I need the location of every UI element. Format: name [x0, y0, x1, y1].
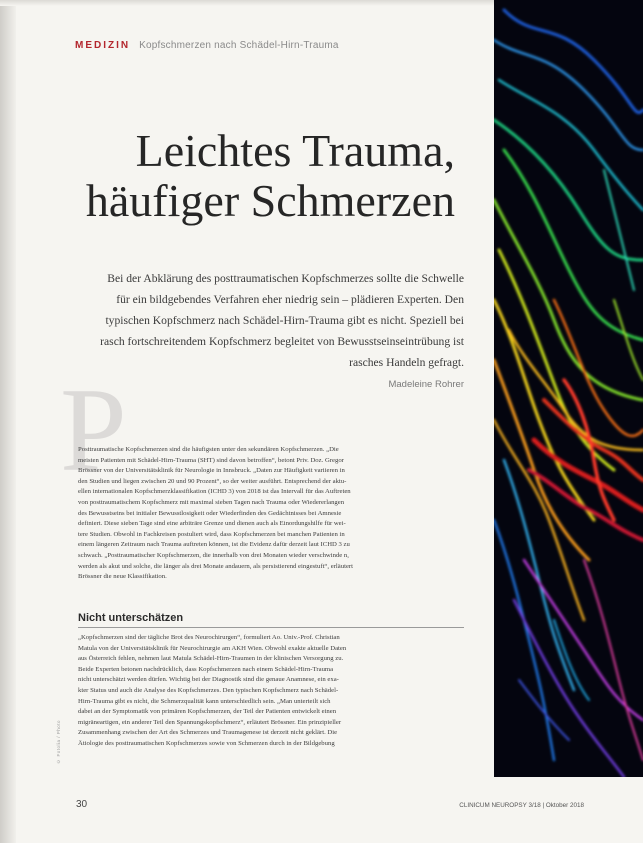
body-line: werden als akut und solche, die länger als drei Monate andauern, als persistierend eingestuft“, erläutert — [78, 562, 354, 570]
drop-cap: P — [60, 363, 127, 496]
body-line: Posttraumatische Kopfschmerzen sind die häufigsten unter den sekundären Kopfschmerzen. „Die — [78, 446, 339, 453]
body-line: kter Status und auch die Analyse des Kopfschmerzes. Den typischen Kopfschmerz nach Schädel- — [78, 686, 339, 694]
body-line: Brössner die neue Klassifikation. — [78, 573, 167, 581]
section-kicker — [75, 40, 339, 51]
body-line: aus Österreich fehlen, nehmen laut Matula Schädel-Hirn-Traumen in der klinischen Versorgung zu. — [78, 655, 344, 663]
headline-line-1: Leichtes Trauma, — [135, 125, 455, 176]
lead-line: rasch fortschreitendem Kopfschmerz begleitet von Bewusstseinseintrübung ist — [100, 335, 464, 348]
body-line: schwach. „Posttraumatischer Kopfschmerzen, die innerhalb von drei Monaten wieder verschwinde n, — [78, 551, 349, 559]
body-line: migräneartigen, ein anderer Teil den Spannungskopfschmerz“, erläutert Brössner. Ein prinzipieller — [78, 718, 342, 726]
subheading-rule — [78, 627, 464, 628]
body-line: „Kopfschmerzen sind der tägliche Brot des Neurochirurgen“, formuliert Ao. Univ.-Prof. Christian — [78, 634, 340, 641]
body-line: Matula von der Universitätsklinik für Neurochirurgie am AKH Wien. Obwohl exakte aktuelle Daten — [78, 644, 347, 652]
body-line: meisten Patienten mit Schädel-Hirn-Trauma (SHT) sind davon betroffen“, betont Priv. Doz. Gregor — [78, 456, 344, 464]
lead-line: typischen Kopfschmerz nach Schädel-Hirn-Trauma gibt es nicht. Speziell bei — [105, 314, 464, 327]
body-line: nicht unterschätzt werden dürfen. Wichtig bei der Diagnostik sind die genaue Anamnese, ein exa- — [78, 676, 339, 684]
magazine-footer: CLINICUM NEUROPSY 3/18 | Oktober 2018 — [459, 802, 584, 809]
headline — [35, 126, 455, 226]
lead-line: für ein bildgebendes Verfahren eher niedrig sein – plädieren Experten. Den — [116, 293, 464, 306]
body-line: Beide Experten betonen nachdrücklich, dass Kopfschmerzen nach einem Schädel-Hirn-Trauma — [78, 665, 334, 673]
body-line: Ätiologie des posttraumatischen Kopfschmerzes sowie von Schmerzen durch in der Bildgebung — [78, 739, 335, 747]
body-line: Brössner von der Universitätsklinik für Neurologie in Innsbruck. „Daten zur Häufigkeit variieren in — [78, 467, 345, 475]
intro-paragraph — [78, 445, 464, 583]
author-byline: Madeleine Rohrer — [388, 379, 464, 390]
section-topic: Kopfschmerzen nach Schädel-Hirn-Trauma — [139, 40, 339, 51]
brain-fiber-tractography-image — [494, 0, 643, 777]
subheading: Nicht unterschätzen — [78, 612, 184, 624]
body-line: ellen internationalen Kopfschmerzklassifikation (ICHD 3) von 2018 ist das Intervall für das Auftreten — [78, 488, 351, 496]
body-paragraph — [78, 633, 464, 750]
lead-paragraph — [88, 268, 464, 373]
body-line: einem längeren Zeitraum nach Trauma auftreten können, ist die Evidenz dafür derzeit laut ICHD 3 zu — [78, 541, 350, 549]
photo-credit: © Fotolia / Photo — [56, 720, 61, 764]
page-gutter-shadow — [0, 0, 16, 843]
body-line: tere Studien. Obwohl in Fachkreisen postuliert wird, dass Kopfschmerzen bei manchen Patienten in — [78, 530, 345, 538]
tractography-illustration — [494, 0, 643, 777]
body-line: dabei an der Symptomatik von primären Kopfschmerzen, der Teil der Patienten entwickelt einen — [78, 708, 337, 716]
page-number: 30 — [76, 799, 88, 810]
headline-line-2: häufiger Schmerzen — [85, 175, 455, 226]
body-line: den Studien und liegen zwischen 20 und 90 Prozent“, so der weiter ausführt. Entsprechend der aktu- — [78, 477, 347, 485]
lead-line: Bei der Abklärung des posttraumatischen Kopfschmerzes sollte die Schwelle — [107, 272, 464, 285]
body-line: definiert. Diese sieben Tage sind eine arbiträre Grenze und dienen auch als Einordungshilfe für wei- — [78, 520, 346, 528]
section-label: MEDIZIN — [75, 40, 131, 51]
body-line: Hirn-Trauma gibt es nicht, die Schmerzqualität kann unterschiedlich sein. „Man unterteilt sich — [78, 697, 331, 705]
body-line: des Bewusstseins bei initialer Bewusstlosigkeit oder Wiederfinden des Gedächtnisses bei Amnesie — [78, 509, 342, 517]
body-line: Zusammenhang zwischen der Art des Schmerzes und Traumagenese ist derzeit nicht geklärt. Die — [78, 729, 338, 737]
lead-line: rasches Handeln gefragt. — [349, 356, 464, 369]
body-line: von posttraumatischem Kopfschmerz mit maximal sieben Tagen nach Trauma oder Wiedererlangen — [78, 498, 345, 506]
page-top-shadow — [0, 0, 500, 6]
